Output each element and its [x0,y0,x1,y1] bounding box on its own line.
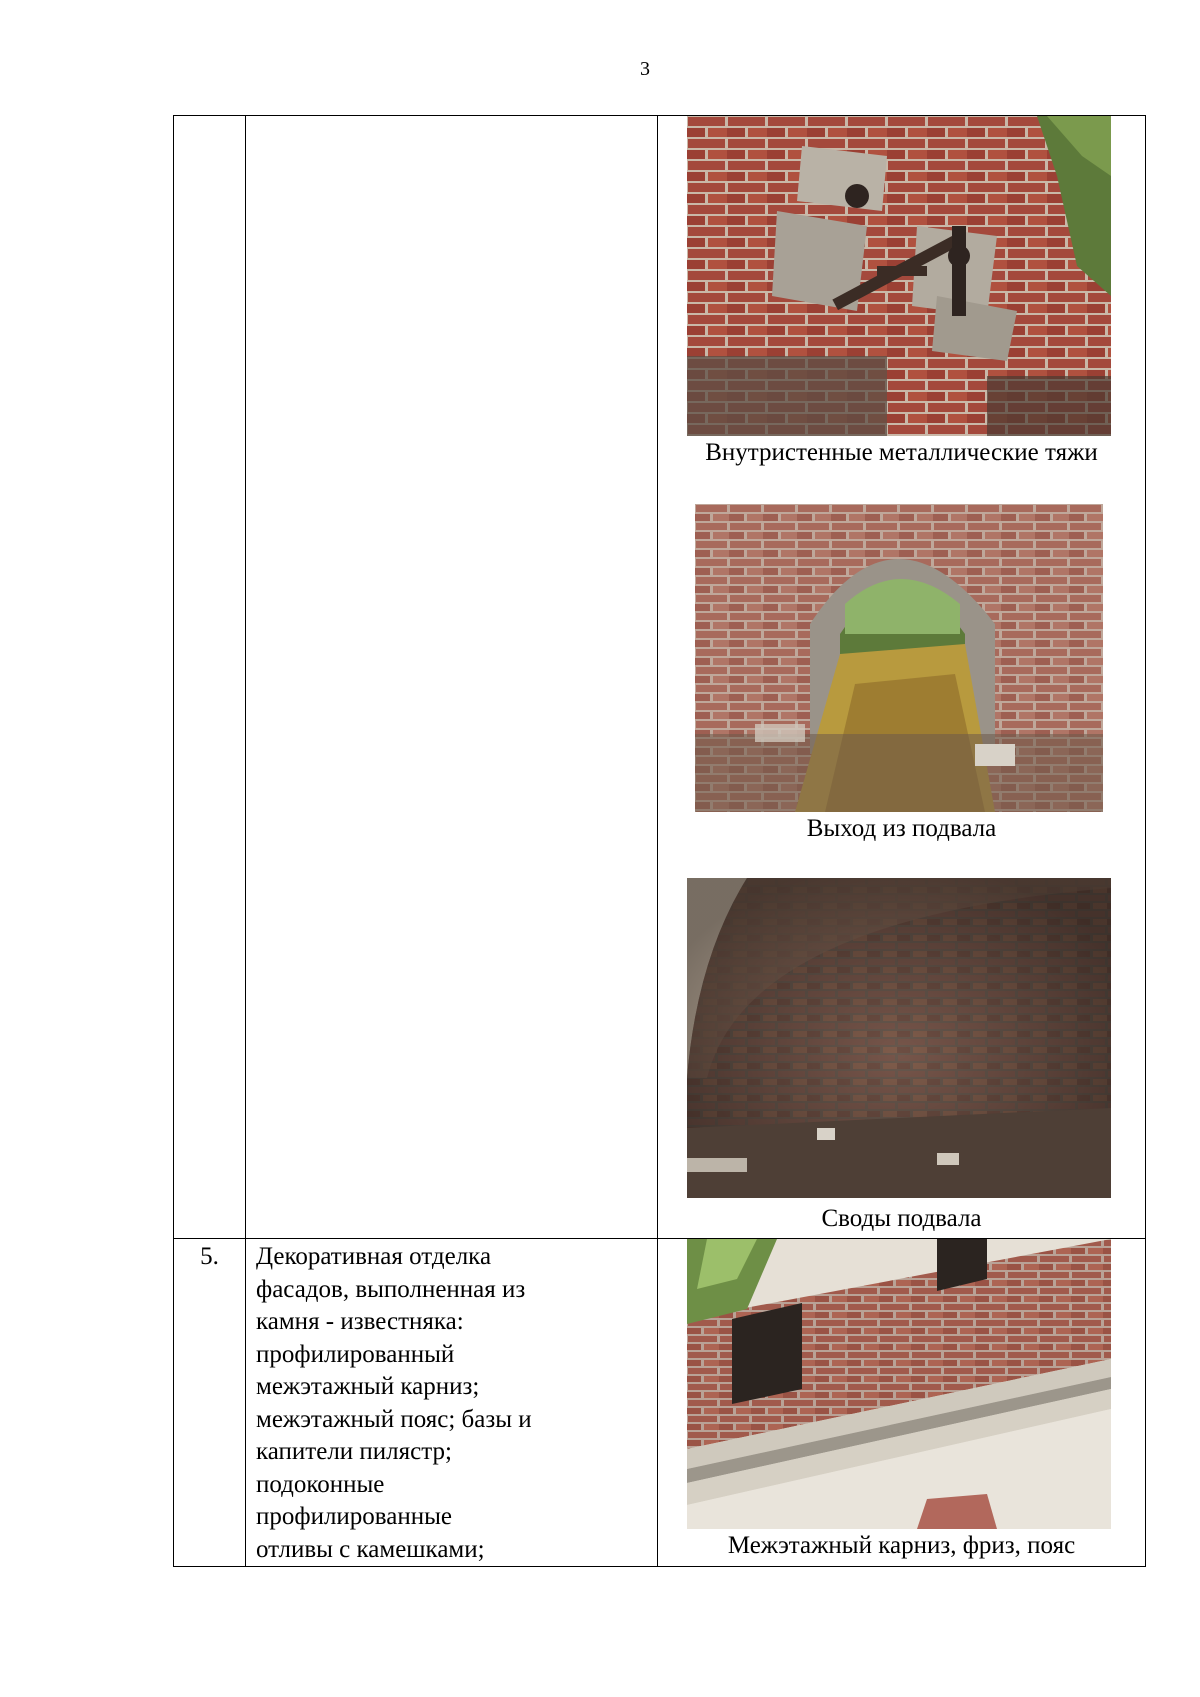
row-description-cell [246,1239,658,1567]
row-description-cell [246,116,658,1239]
photo-column [658,1239,1145,1565]
photo-basement-vault [687,878,1111,1198]
row-photos-cell [658,116,1146,1239]
description-line: профилированный [256,1340,455,1368]
photo-basement-exit [695,504,1103,812]
description-line: капители пилястр; [256,1438,452,1465]
description-line: межэтажный пояс; базы и [256,1405,532,1433]
photo-caption: Выход из подвала [806,815,997,842]
table-row [174,1239,1146,1567]
description-line: профилированные [256,1503,453,1530]
heritage-elements-table [173,115,1146,1567]
photo-caption: Межэтажный карниз, фриз, пояс [727,1532,1076,1559]
photo-caption: Своды подвала [821,1205,982,1232]
photo-facade-cornice [687,1239,1111,1529]
description-line: Декоративная отделка [256,1243,492,1270]
row-photos-cell [658,1239,1146,1567]
row-number-cell [174,116,246,1239]
description-line: отливы с камешками; [256,1535,485,1563]
description-line: межэтажный карниз; [256,1373,480,1400]
photo-caption: Внутристенные металлические тяжи [705,439,1098,466]
photo-metal-ties [687,116,1111,436]
description-line: камня - известняка: [256,1308,464,1335]
page-number: 3 [640,58,650,80]
description-line: фасадов, выполненная из [256,1275,526,1303]
table-row [174,116,1146,1239]
row-number-cell: 5. [174,1239,246,1567]
description-line: подоконные [256,1470,385,1498]
photo-column [658,116,1145,1238]
